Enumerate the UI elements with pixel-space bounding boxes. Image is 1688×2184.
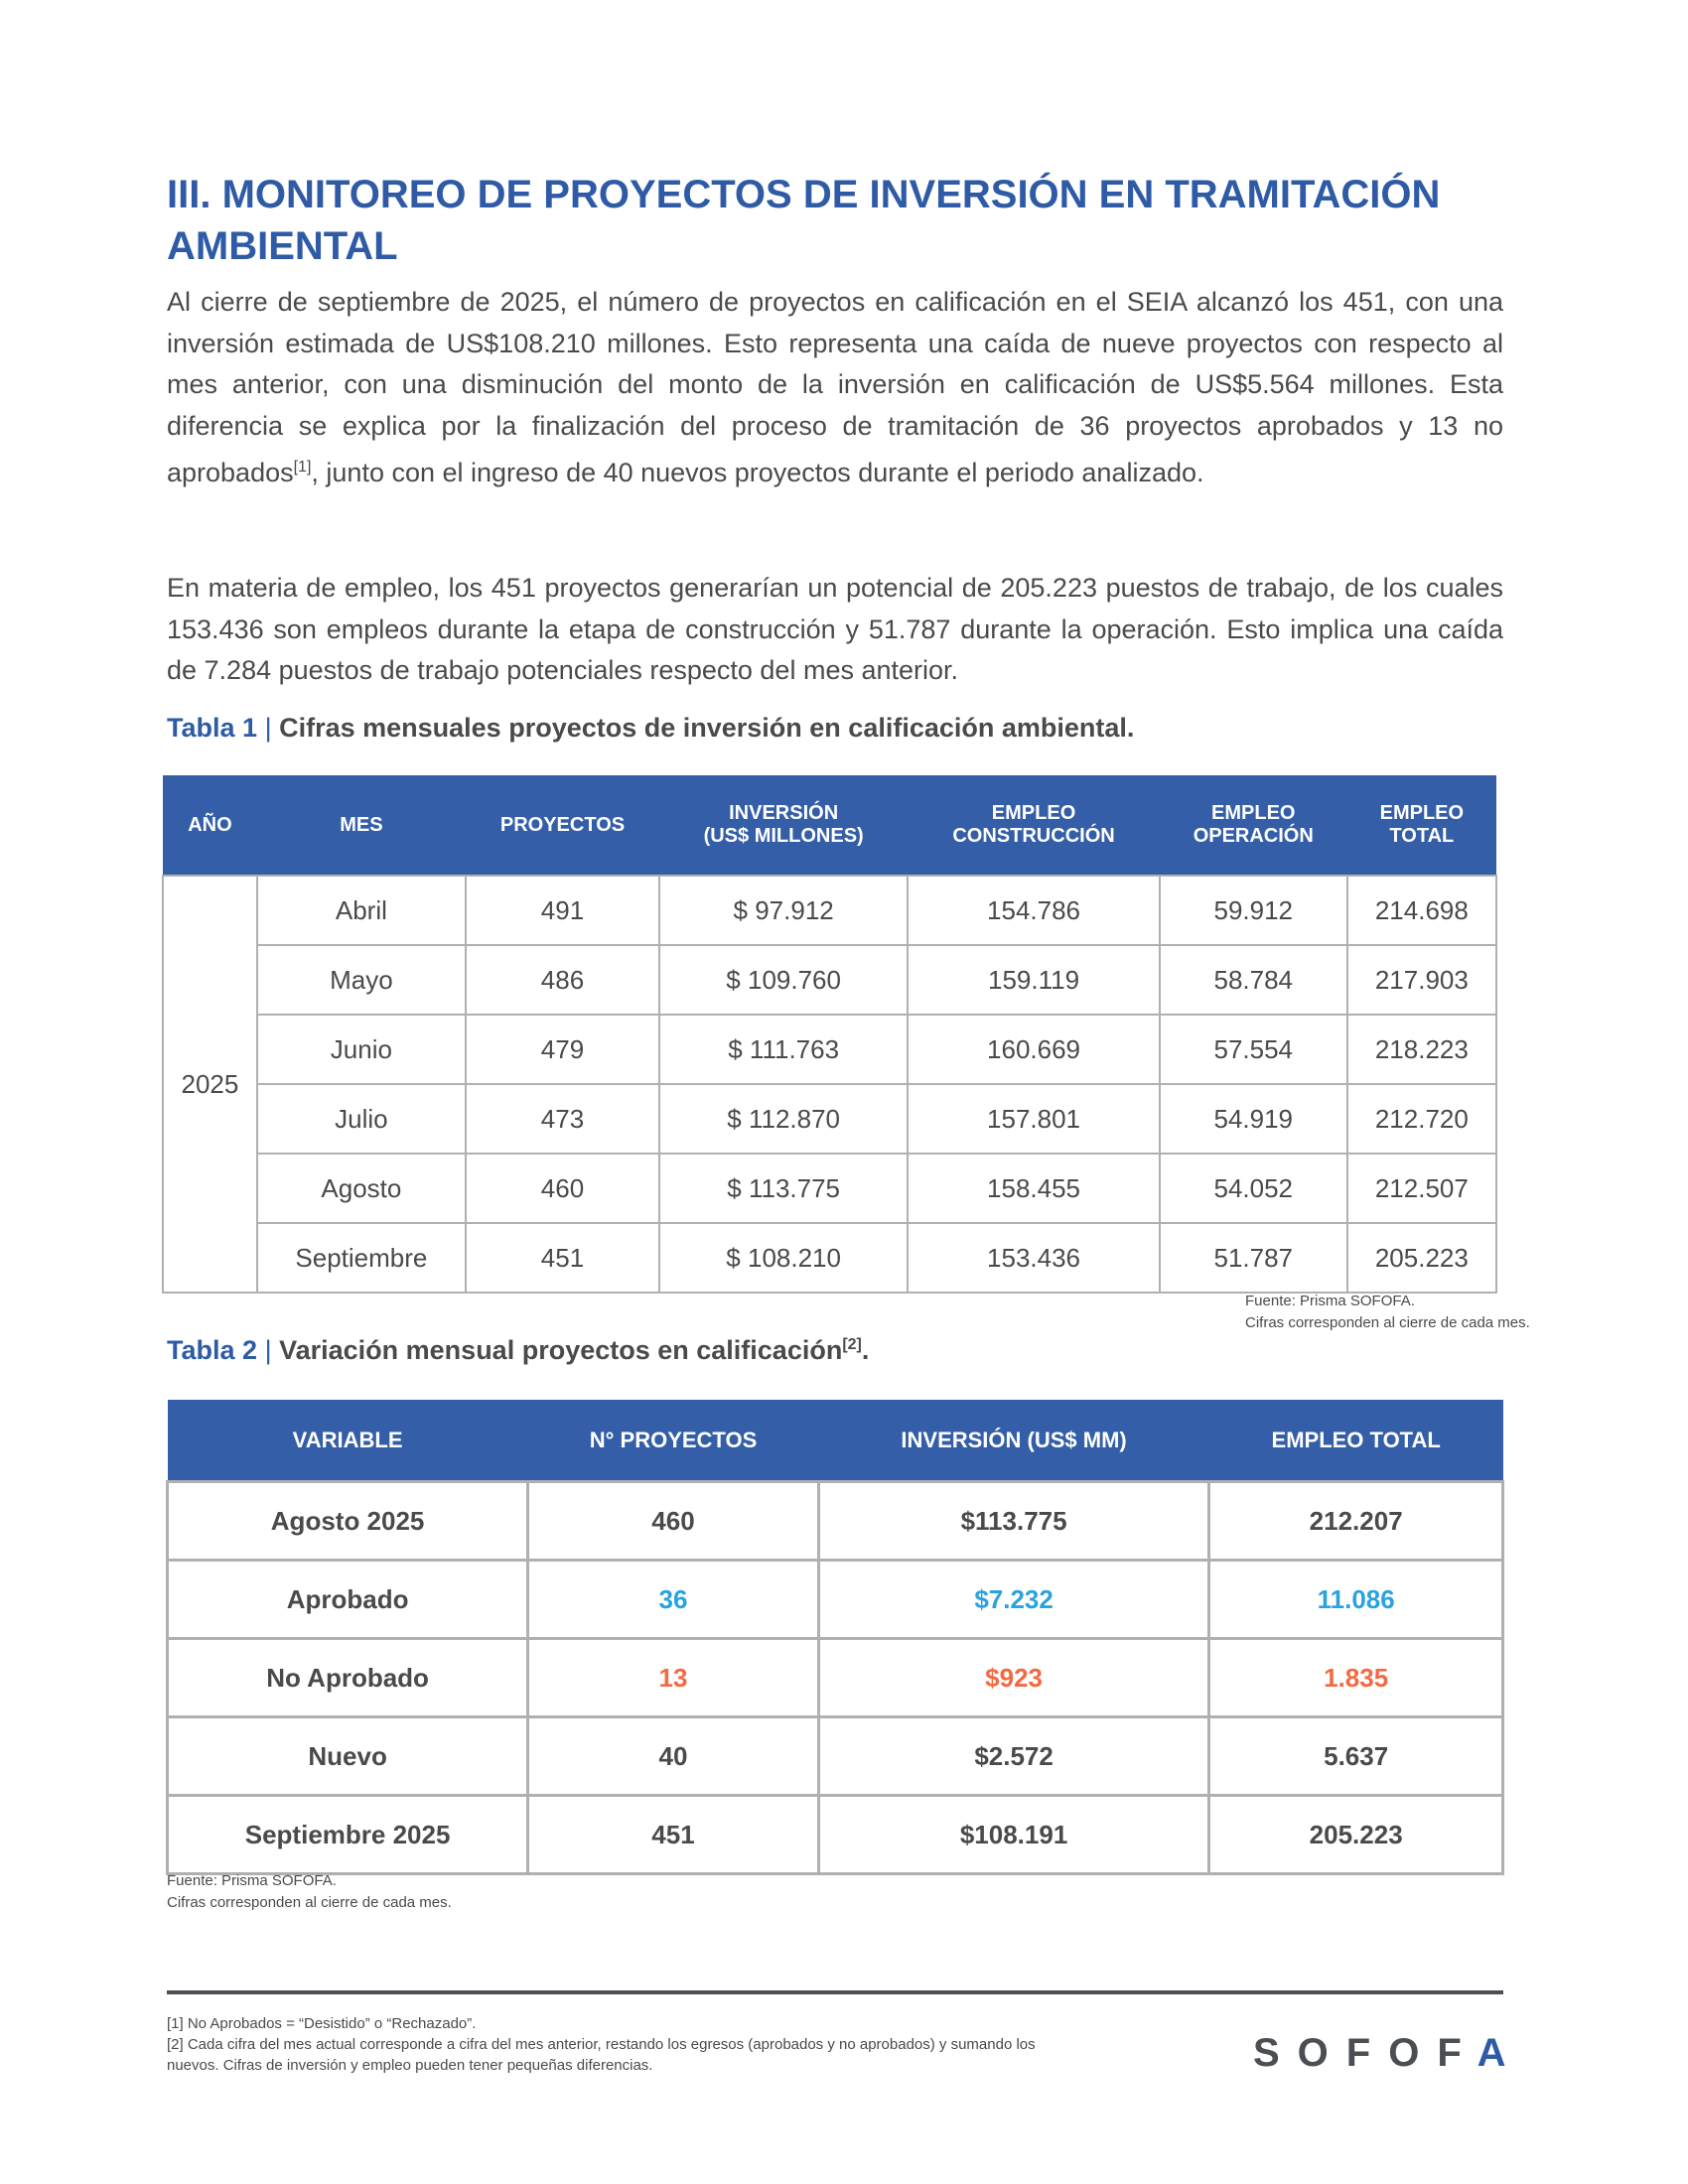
table-cell: 451 xyxy=(528,1796,819,1874)
source-note: Cifras corresponden al cierre de cada mes. xyxy=(167,1894,452,1911)
table-row xyxy=(163,1084,1496,1154)
table-cell: 40 xyxy=(528,1717,819,1796)
table-cell: $2.572 xyxy=(818,1717,1209,1796)
logo-text: SOFOF xyxy=(1253,2031,1477,2075)
table-cell: 205.223 xyxy=(1347,1223,1496,1293)
caption-separator: | xyxy=(264,1335,272,1365)
header-line: (US$ MILLONES) xyxy=(703,825,864,847)
table-cell: 5.637 xyxy=(1209,1717,1503,1796)
header-line: CONSTRUCCIÓN xyxy=(952,825,1115,847)
footnote-ref-1[interactable]: [1] xyxy=(293,459,312,476)
table-cell: 212.507 xyxy=(1347,1154,1496,1223)
column-header xyxy=(1347,775,1496,876)
column-header: EMPLEO TOTAL xyxy=(1209,1400,1503,1482)
sofofa-logo xyxy=(1253,2031,1523,2076)
table-cell: 214.698 xyxy=(1347,876,1496,945)
table-cell: Aprobado xyxy=(168,1561,528,1639)
table1-source xyxy=(1245,1291,1530,1334)
footnote-1: [1] No Aprobados = “Desistido” o “Rechazado”. xyxy=(167,2015,477,2032)
table2-source xyxy=(167,1870,452,1914)
table-row xyxy=(163,1223,1496,1293)
header-line: EMPLEO xyxy=(1379,802,1465,824)
column-header: VARIABLE xyxy=(168,1400,528,1482)
table-cell: 486 xyxy=(466,945,659,1015)
table-cell: 218.223 xyxy=(1347,1015,1496,1084)
table-cell: 153.436 xyxy=(908,1223,1160,1293)
table-cell: 217.903 xyxy=(1347,945,1496,1015)
caption-separator: | xyxy=(264,713,272,743)
footer-divider xyxy=(167,1990,1503,1994)
source-text: Fuente: Prisma SOFOFA. xyxy=(167,1872,337,1889)
table-cell: Mayo xyxy=(257,945,466,1015)
table-row xyxy=(163,1015,1496,1084)
column-header xyxy=(257,775,466,876)
table2-label: Tabla 2 xyxy=(167,1335,258,1365)
table-cell: Abril xyxy=(257,876,466,945)
table2-caption xyxy=(167,1335,869,1366)
table-cell: Septiembre 2025 xyxy=(168,1796,528,1874)
table-cell: $7.232 xyxy=(818,1561,1209,1639)
column-header xyxy=(908,775,1160,876)
header-line: INVERSIÓN xyxy=(729,802,839,824)
header-line: EMPLEO xyxy=(991,802,1076,824)
table-cell: 36 xyxy=(528,1561,819,1639)
table-cell: 160.669 xyxy=(908,1015,1160,1084)
table-row xyxy=(163,1154,1496,1223)
footnote-ref-2[interactable]: [2] xyxy=(842,1336,862,1353)
header-line: TOTAL xyxy=(1389,825,1455,847)
monthly-figures-table xyxy=(162,775,1497,1294)
table-cell: $113.775 xyxy=(818,1482,1209,1561)
table-cell: 51.787 xyxy=(1160,1223,1347,1293)
column-header: N° PROYECTOS xyxy=(528,1400,819,1482)
table-row xyxy=(168,1796,1503,1874)
header-line: PROYECTOS xyxy=(499,813,626,836)
table-cell: 212.207 xyxy=(1209,1482,1503,1561)
column-header xyxy=(466,775,659,876)
paragraph-projects xyxy=(167,282,1503,494)
header-line: OPERACIÓN xyxy=(1193,825,1314,847)
table-cell: 54.919 xyxy=(1160,1084,1347,1154)
header-line: EMPLEO xyxy=(1211,802,1296,824)
table1-caption xyxy=(167,713,1134,744)
table1-caption-text: Cifras mensuales proyectos de inversión en calificación ambiental. xyxy=(279,713,1135,743)
caption-end: . xyxy=(861,1335,870,1365)
table-cell: 59.912 xyxy=(1160,876,1347,945)
table-cell: 205.223 xyxy=(1209,1796,1503,1874)
table-row xyxy=(168,1717,1503,1796)
paragraph-employment: En materia de empleo, los 451 proyectos generarían un potencial de 205.223 puestos de trabajo, de los cuales 153.436 son empleos durante la etapa de construcción y 51.787 durante la operación. Esto implica una caída de 7.284 puestos de trabajo potenciales respecto del mes anterior. xyxy=(167,573,1503,685)
table-cell: Nuevo xyxy=(168,1717,528,1796)
table-cell: 212.720 xyxy=(1347,1084,1496,1154)
table-row xyxy=(163,876,1496,945)
table-cell: 460 xyxy=(528,1482,819,1561)
table-cell: Agosto xyxy=(257,1154,466,1223)
column-header: INVERSIÓN (US$ MM) xyxy=(818,1400,1209,1482)
table-cell: 154.786 xyxy=(908,876,1160,945)
table2-caption-text: Variación mensual proyectos en calificación xyxy=(279,1335,843,1365)
table-cell: $108.191 xyxy=(818,1796,1209,1874)
table-cell: 479 xyxy=(466,1015,659,1084)
monthly-variation-table xyxy=(166,1400,1504,1875)
table-cell: 159.119 xyxy=(908,945,1160,1015)
table-cell: $ 109.760 xyxy=(659,945,908,1015)
source-text: Fuente: Prisma SOFOFA. xyxy=(1245,1293,1415,1309)
table-cell: 158.455 xyxy=(908,1154,1160,1223)
table-cell: 491 xyxy=(466,876,659,945)
table1-label: Tabla 1 xyxy=(167,713,258,743)
table-row xyxy=(163,945,1496,1015)
column-header xyxy=(1160,775,1347,876)
table-cell: 58.784 xyxy=(1160,945,1347,1015)
column-header xyxy=(163,775,257,876)
table-row xyxy=(168,1482,1503,1561)
table-cell: 451 xyxy=(466,1223,659,1293)
table-cell: Agosto 2025 xyxy=(168,1482,528,1561)
source-note: Cifras corresponden al cierre de cada mes. xyxy=(1245,1314,1530,1331)
section-title: III. MONITOREO DE PROYECTOS DE INVERSIÓN EN TRAMITACIÓN AMBIENTAL xyxy=(167,173,1441,268)
logo-accent: A xyxy=(1477,2031,1524,2075)
footnotes xyxy=(167,2013,1090,2076)
table-cell: Julio xyxy=(257,1084,466,1154)
table-cell: $923 xyxy=(818,1639,1209,1717)
footnote-2: [2] Cada cifra del mes actual corresponde a cifra del mes anterior, restando los egresos (aprobados y no aprobados) y sumando los nuevos. Cifras de inversión y empleo pueden tener pequeñas diferencias. xyxy=(167,2036,1036,2074)
table-cell: $ 111.763 xyxy=(659,1015,908,1084)
table-cell: 473 xyxy=(466,1084,659,1154)
table-row xyxy=(168,1639,1503,1717)
header-line: MES xyxy=(340,813,383,836)
table-cell: 11.086 xyxy=(1209,1561,1503,1639)
table-cell: $ 112.870 xyxy=(659,1084,908,1154)
table-cell: No Aprobado xyxy=(168,1639,528,1717)
table-cell: 157.801 xyxy=(908,1084,1160,1154)
column-header xyxy=(659,775,908,876)
year-cell: 2025 xyxy=(163,876,257,1293)
table-cell: 54.052 xyxy=(1160,1154,1347,1223)
table-cell: 460 xyxy=(466,1154,659,1223)
header-line: AÑO xyxy=(188,813,232,836)
table-cell: 13 xyxy=(528,1639,819,1717)
table-row xyxy=(168,1561,1503,1639)
table-cell: Junio xyxy=(257,1015,466,1084)
table-cell: 57.554 xyxy=(1160,1015,1347,1084)
paragraph-text: , junto con el ingreso de 40 nuevos proyectos durante el periodo analizado. xyxy=(311,458,1204,487)
paragraph-text: Al cierre de septiembre de 2025, el número de proyectos en calificación en el SEIA alcanzó los 451, con una inversión estimada de US$108.210 millones. Esto representa una caída de nueve proyectos con respecto al mes anterior, con una disminución del monto de la inversión en calificación de US$5.564 millones. Esta diferencia se explica por la finalización del proceso de tramitación de 36 proyectos aprobados y 13 no aprobados xyxy=(167,287,1503,487)
table-cell: Septiembre xyxy=(257,1223,466,1293)
table-cell: $ 113.775 xyxy=(659,1154,908,1223)
table-cell: 1.835 xyxy=(1209,1639,1503,1717)
table-cell: $ 108.210 xyxy=(659,1223,908,1293)
table-cell: $ 97.912 xyxy=(659,876,908,945)
